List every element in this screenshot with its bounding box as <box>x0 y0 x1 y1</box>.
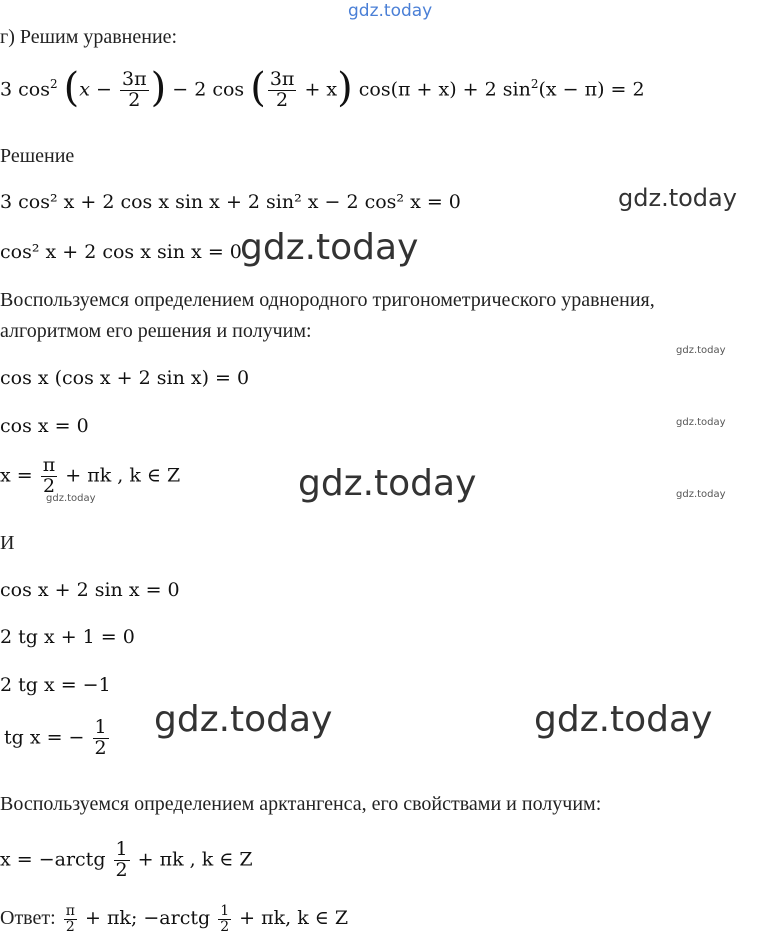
eq-tail: (x − π) = 2 <box>538 78 645 101</box>
watermark-small-3: gdz.today <box>676 489 726 500</box>
step-5 <box>0 456 180 497</box>
step5-rest: + πk , k ∈ Z <box>65 464 181 487</box>
eq-frac1-den: 2 <box>128 88 141 111</box>
answer-num2: 1 <box>220 903 230 919</box>
watermark-small-1: gdz.today <box>676 345 726 356</box>
and-word: И <box>0 532 15 554</box>
step5-num: π <box>42 454 56 476</box>
step9-lhs: tg x = − <box>4 726 85 749</box>
paragraph-1-line-1: Воспользуемся определением однородного тригонометрического уравнения, <box>0 289 655 311</box>
answer-label: Ответ: <box>0 907 56 930</box>
watermark-small-4: gdz.today <box>46 493 96 504</box>
watermark-small-2: gdz.today <box>676 417 726 428</box>
solution-label: Решение <box>0 145 75 167</box>
eq-frac2-den: 2 <box>276 88 289 111</box>
problem-heading: г) Решим уравнение: <box>0 26 178 48</box>
eq-coeff1: 3 cos <box>0 78 50 101</box>
main-equation: 3 $\cos^2 (x$ − $\frac{3\pi}{2}$ ) − 2 cos ( $\frac{3\pi}{2}$ + x) cos(π + x) + 2 $\sin^2(x - \pi) = 2$ <box>0 65 645 112</box>
eq-rest: cos(π + x) + 2 sin <box>358 78 531 101</box>
step-10 <box>0 840 253 881</box>
step-8: 2 tg x = −1 <box>0 674 111 696</box>
step5-lhs: x = <box>0 464 33 487</box>
step-1: 3 cos² x + 2 cos x sin x + 2 sin² x − 2 cos² x = 0 <box>0 191 461 213</box>
watermark-center: gdz.today <box>298 463 477 504</box>
step10-lhs: x = −arctg <box>0 848 106 871</box>
eq-plus-x: + x <box>304 78 338 101</box>
step-2: cos² x + 2 cos x sin x = 0 <box>0 241 242 263</box>
watermark-lower-right: gdz.today <box>534 699 713 740</box>
eq-frac1-num: 3π <box>122 68 147 90</box>
answer-mid: + πk; −arctg <box>84 907 211 930</box>
step-7: 2 tg x + 1 = 0 <box>0 626 135 648</box>
answer-den2: 2 <box>220 918 230 935</box>
step-6: cos x + 2 sin x = 0 <box>0 579 180 601</box>
eq-minus2cos: − 2 cos <box>172 78 245 101</box>
answer-rest: + πk, k ∈ Z <box>239 907 349 930</box>
step-4: cos x = 0 <box>0 415 89 437</box>
paragraph-1-line-2: алгоритмом его решения и получим: <box>0 320 312 342</box>
watermark-inline-1: gdz.today <box>240 227 419 268</box>
answer-num1: π <box>65 903 75 919</box>
step10-num: 1 <box>115 838 128 860</box>
watermark-right-1: gdz.today <box>618 184 737 212</box>
watermark-lower-left: gdz.today <box>154 699 333 740</box>
answer-line <box>0 904 348 934</box>
step-9 <box>4 718 111 759</box>
step-3: cos x (cos x + 2 sin x) = 0 <box>0 367 250 389</box>
step10-rest: + πk , k ∈ Z <box>137 848 253 871</box>
watermark-top: gdz.today <box>348 1 433 21</box>
answer-den1: 2 <box>65 918 75 935</box>
step9-num: 1 <box>94 716 107 738</box>
step9-den: 2 <box>94 736 107 759</box>
step10-den: 2 <box>115 858 128 881</box>
eq-frac2-num: 3π <box>269 68 295 90</box>
step5-den: 2 <box>42 474 56 497</box>
eq-open1: x − <box>79 78 112 101</box>
paragraph-2: Воспользуемся определением арктангенса, его свойствами и получим: <box>0 793 602 815</box>
